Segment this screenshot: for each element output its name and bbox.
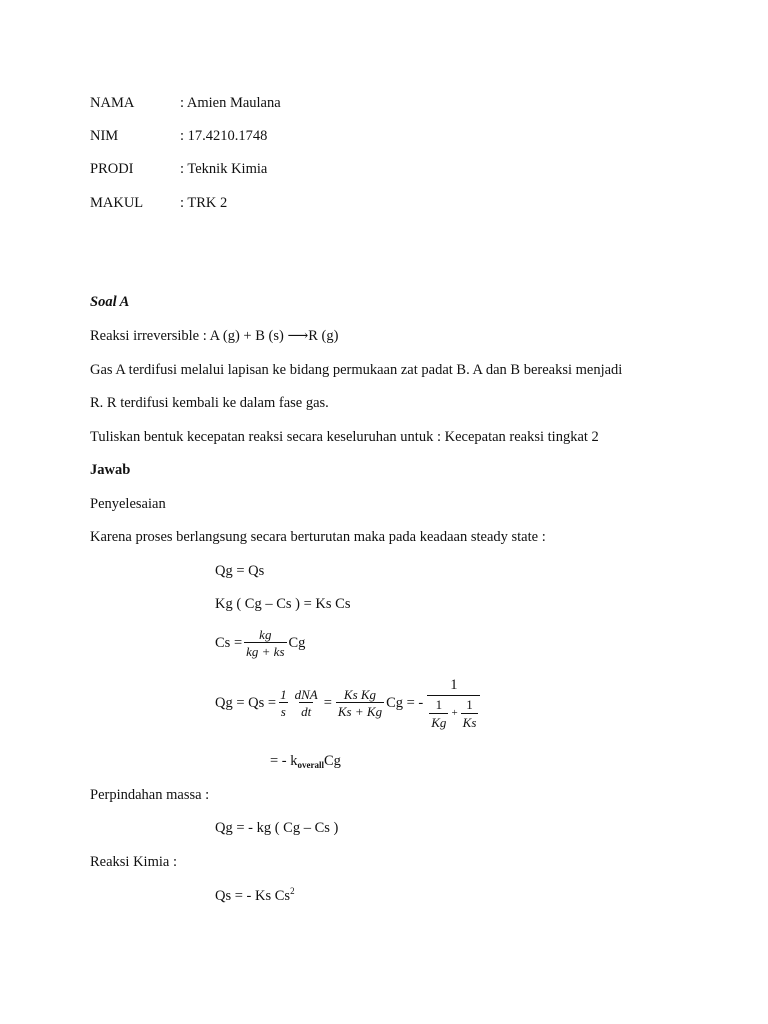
equation-text: Cg [324, 753, 341, 769]
fraction [336, 688, 384, 718]
answer-title: Jawab [90, 462, 131, 478]
nim-label: NIM [90, 128, 119, 144]
fraction-numerator: 1 [466, 696, 473, 712]
compound-fraction [427, 678, 480, 729]
equation-2: Kg ( Cg – Cs ) = Ks Cs [215, 596, 351, 612]
equation-1: Qg = Qs [215, 563, 265, 579]
fraction [244, 628, 286, 658]
nama-value: : Amien Maulana [180, 95, 281, 111]
fraction-numerator: kg [259, 627, 272, 642]
equation-text: Cs = [215, 634, 243, 651]
equation-text: = - k [270, 753, 298, 769]
equation-3 [215, 628, 305, 658]
answer-line: Karena proses berlangsung secara berturutan maka pada keadaan steady state : [90, 529, 546, 545]
fraction-numerator: Ks Kg [343, 687, 377, 703]
question-line: R. R terdifusi kembali ke dalam fase gas. [90, 395, 329, 411]
equation-text: Qs = - Ks Cs [215, 887, 291, 904]
fraction-numerator: dNA [294, 687, 318, 703]
section-label: Perpindahan massa : [90, 787, 210, 803]
equation-7 [215, 887, 295, 903]
equation-text: = [323, 695, 332, 711]
section-label: Reaksi Kimia : [90, 854, 177, 870]
fraction-denominator [427, 695, 480, 729]
question-title: Soal A [90, 294, 130, 310]
question-line: Tuliskan bentuk kecepatan reaksi secara keseluruhan untuk : Kecepatan reaksi tingkat 2 [90, 429, 599, 445]
nim-value: : 17.4210.1748 [180, 128, 268, 144]
question-line: Reaksi irreversible : A (g) + B (s) ⟶R (g) [90, 328, 339, 344]
equation-6: Qg = - kg ( Cg – Cs ) [215, 820, 339, 836]
equation-text: Cg [288, 634, 306, 651]
prodi-label: PRODI [90, 161, 134, 177]
prodi-value: : Teknik Kimia [180, 161, 268, 177]
fraction-denominator: dt [301, 704, 312, 720]
fraction-numerator: 1 [450, 677, 458, 693]
question-line: Gas A terdifusi melalui lapisan ke bidang permukaan zat padat B. A dan B bereaksi menjadi [90, 362, 623, 378]
fraction-numerator: 1 [280, 687, 287, 703]
makul-label: MAKUL [90, 195, 144, 211]
makul-value: : TRK 2 [180, 195, 228, 211]
nama-label: NAMA [90, 95, 135, 111]
fraction [278, 688, 289, 718]
plus-sign: + [451, 706, 458, 719]
equation-text: Qg = Qs = [215, 695, 277, 711]
fraction [429, 698, 448, 729]
fraction-denominator: s [280, 704, 286, 720]
superscript: 2 [290, 886, 295, 896]
equation-text: Cg = - [386, 695, 424, 711]
equation-4 [215, 678, 480, 729]
fraction-numerator: 1 [435, 696, 443, 712]
fraction-denominator: Ks + Kg [337, 704, 383, 720]
fraction [293, 688, 320, 718]
fraction-denominator: Ks [462, 714, 477, 730]
subscript: overall [297, 760, 325, 770]
answer-line: Penyelesaian [90, 496, 166, 512]
fraction [461, 698, 479, 729]
equation-5 [270, 754, 341, 769]
fraction-denominator: kg + ks [246, 644, 285, 659]
fraction-denominator: Kg [431, 714, 447, 730]
